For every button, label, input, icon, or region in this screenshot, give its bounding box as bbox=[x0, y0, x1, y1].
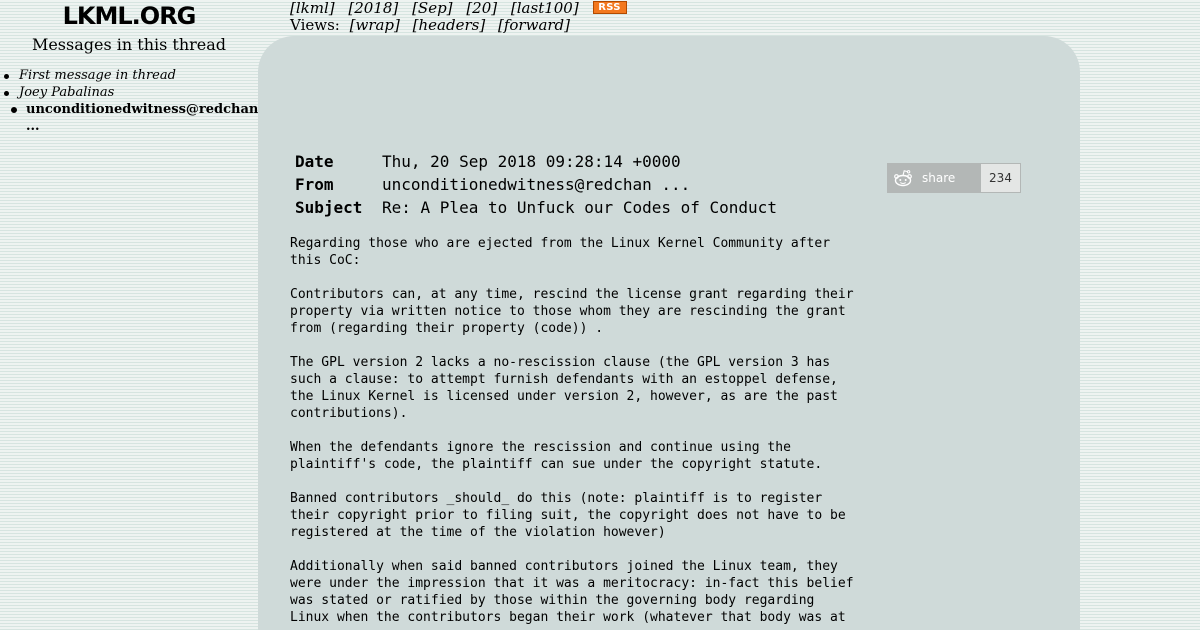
thread-more-ellipsis: ... bbox=[26, 119, 40, 134]
header-row-subject bbox=[295, 196, 777, 219]
views-label: Views: bbox=[290, 16, 340, 34]
thread-item-current bbox=[0, 101, 258, 118]
reddit-share-widget bbox=[887, 163, 1021, 193]
header-value-date: Thu, 20 Sep 2018 09:28:14 +0000 bbox=[382, 152, 681, 171]
header-row-from bbox=[295, 173, 777, 196]
views-bar bbox=[290, 17, 573, 34]
reddit-share-button[interactable] bbox=[887, 163, 980, 193]
view-link-wrap[interactable]: [wrap] bbox=[349, 16, 400, 34]
thread-heading: Messages in this thread bbox=[31, 35, 227, 54]
nav-link-year[interactable]: [2018] bbox=[348, 0, 399, 17]
share-count: 234 bbox=[980, 163, 1021, 193]
view-link-headers[interactable]: [headers] bbox=[412, 16, 486, 34]
header-name: From bbox=[295, 175, 334, 194]
thread-item-more bbox=[0, 118, 258, 135]
thread-item-joey bbox=[0, 84, 258, 101]
bullet-icon bbox=[4, 91, 9, 96]
thread-current-author: unconditionedwitness@redchan bbox=[26, 102, 259, 117]
bullet-icon bbox=[11, 107, 17, 113]
nav-link-last100[interactable]: [last100] bbox=[510, 0, 579, 17]
reddit-alien-icon bbox=[893, 169, 913, 187]
header-name: Date bbox=[295, 152, 334, 171]
thread-sidebar bbox=[0, 0, 258, 630]
site-logo[interactable]: LKML.ORG bbox=[62, 2, 196, 30]
thread-list bbox=[0, 67, 258, 135]
rss-feed-icon[interactable]: RSS bbox=[593, 1, 627, 14]
header-row-date bbox=[295, 150, 777, 173]
view-link-forward[interactable]: [forward] bbox=[498, 16, 571, 34]
message-headers bbox=[295, 150, 777, 219]
header-name: Subject bbox=[295, 198, 363, 217]
nav-link-lkml[interactable]: [lkml] bbox=[290, 0, 335, 17]
thread-link-joey-pabalinas[interactable]: Joey Pabalinas bbox=[19, 85, 115, 100]
message-body: Regarding those who are ejected from the Linux Kernel Community after this CoC: Contributors can, at any time, rescind the license grant regarding their property via written notice to those whom they are rescinding the grant from (regarding their property (code)) . The GPL version 2 lacks a no-rescission clause (the GPL version 3 has such a clause: to attempt furnish defendants with an estoppel defense, the Linux Kernel is licensed under version 2, however, as are the past contributions). When the defendants ignore the rescission and continue using the plaintiff's code, the plaintiff can sue under the copyright statute. Banned contributors _should_ do this (note: plaintiff is to register their copyright prior to filing suit, the copyright does not have to be registered at the time of the violation however) Additionally when said banned contributors joined the Linux team, they were under the impression that it was a meritocracy: in-fact this belief was stated or ratified by those within the governing body regarding Linux when the contributors began their work (whatever that body was at bbox=[290, 236, 854, 625]
archive-nav bbox=[290, 0, 627, 17]
share-label: share bbox=[922, 171, 956, 185]
header-value-from: unconditionedwitness@redchan ... bbox=[382, 175, 691, 194]
thread-link-first-message[interactable]: First message in thread bbox=[19, 68, 176, 83]
nav-link-day[interactable]: [20] bbox=[466, 0, 498, 17]
nav-link-month[interactable]: [Sep] bbox=[412, 0, 453, 17]
header-value-subject: Re: A Plea to Unfuck our Codes of Conduct bbox=[382, 198, 777, 217]
bullet-icon bbox=[4, 74, 9, 79]
thread-item-first bbox=[0, 67, 258, 84]
